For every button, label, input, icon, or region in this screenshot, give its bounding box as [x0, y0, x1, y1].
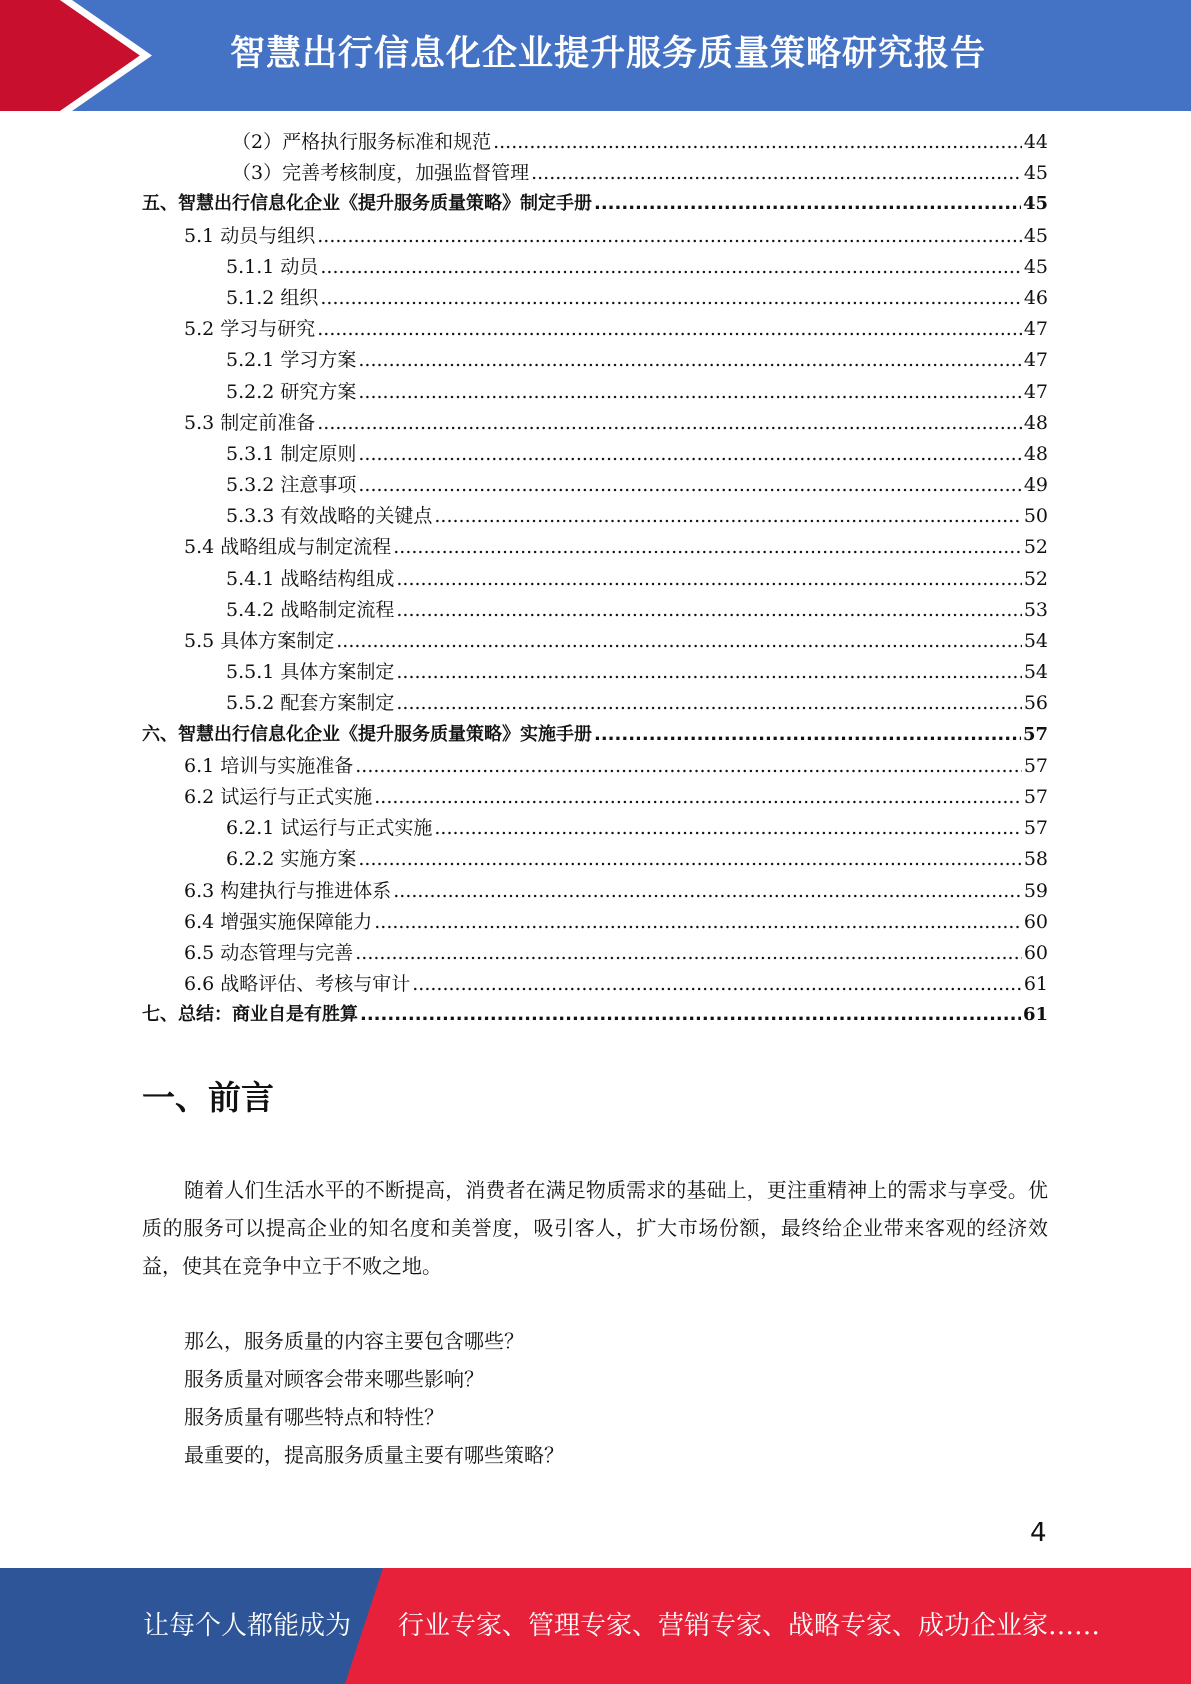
toc-entry[interactable] — [142, 127, 1048, 158]
toc-entry-page: 57 — [1023, 817, 1048, 840]
question-item: 那么，服务质量的内容主要包含哪些？ — [184, 1329, 524, 1353]
toc-entry-page: 57 — [1022, 723, 1048, 745]
toc-entry[interactable] — [142, 688, 1048, 719]
toc-leader-dots — [355, 755, 1022, 777]
toc-entry[interactable] — [142, 595, 1048, 626]
toc-leader-dots — [396, 599, 1021, 621]
toc-entry[interactable] — [142, 751, 1048, 782]
toc-entry-page: 58 — [1023, 848, 1048, 871]
toc-entry[interactable] — [142, 345, 1048, 376]
toc-leader-dots — [317, 225, 1022, 247]
toc-entry[interactable] — [142, 189, 1048, 220]
toc-entry-page: 45 — [1023, 255, 1048, 278]
toc-leader-dots — [358, 443, 1021, 465]
toc-entry-label: （3）完善考核制度，加强监督管理 — [232, 162, 530, 185]
toc-leader-dots — [531, 162, 1022, 184]
toc-entry[interactable] — [142, 408, 1048, 439]
toc-entry-page: 57 — [1023, 785, 1048, 808]
question-list — [184, 1322, 564, 1474]
toc-leader-dots — [393, 880, 1022, 902]
toc-entry-page: 52 — [1023, 567, 1048, 590]
section-heading: 一、前言 — [142, 1078, 274, 1117]
toc-entry[interactable] — [142, 657, 1048, 688]
toc-entry-label: 5.2 学习与研究 — [184, 318, 316, 341]
toc-entry-label: 6.5 动态管理与完善 — [184, 941, 354, 964]
toc-leader-dots — [396, 692, 1021, 714]
toc-entry-label: 6.1 培训与实施准备 — [184, 754, 354, 777]
toc-entry-page: 59 — [1023, 879, 1048, 902]
toc-entry-page: 48 — [1023, 442, 1048, 465]
toc-entry-page: 61 — [1022, 1004, 1048, 1026]
toc-leader-dots — [358, 349, 1021, 371]
toc-entry-page: 54 — [1023, 630, 1048, 652]
toc-leader-dots — [493, 131, 1022, 153]
question-item: 服务质量有哪些特点和特性？ — [184, 1405, 444, 1429]
toc-entry[interactable] — [142, 470, 1048, 501]
toc-entry-page: 44 — [1023, 131, 1048, 153]
toc-entry-page: 47 — [1023, 318, 1048, 341]
toc-entry-label: 5.4 战略组成与制定流程 — [184, 536, 392, 559]
toc-entry[interactable] — [142, 720, 1048, 751]
toc-entry-label: 七、总结：商业自是有胜算 — [142, 1004, 358, 1026]
toc-entry-page: 46 — [1023, 286, 1048, 309]
toc-entry-page: 61 — [1023, 973, 1048, 996]
toc-entry-label: 5.4.2 战略制定流程 — [226, 598, 395, 621]
toc-entry-label: 5.3.3 有效战略的关键点 — [226, 505, 433, 528]
toc-entry-label: 5.5.1 具体方案制定 — [226, 661, 395, 684]
toc-leader-dots — [320, 287, 1021, 309]
toc-entry[interactable] — [142, 844, 1048, 875]
toc-entry[interactable] — [142, 813, 1048, 844]
toc-entry-label: 5.4.1 战略结构组成 — [226, 567, 395, 590]
toc-entry-page: 48 — [1023, 411, 1048, 434]
table-of-contents — [142, 127, 1048, 1031]
toc-entry-page: 47 — [1023, 349, 1048, 372]
toc-entry[interactable] — [142, 532, 1048, 563]
toc-entry[interactable] — [142, 938, 1048, 969]
intro-paragraph: 随着人们生活水平的不断提高，消费者在满足物质需求的基础上，更注重精神上的需求与享受。优质的服务可以提高企业的知名度和美誉度，吸引客人，扩大市场份额，最终给企业带来客观的经济效益，使其在竞争中立于不败之地。 — [142, 1178, 1048, 1278]
toc-entry[interactable] — [142, 252, 1048, 283]
toc-entry[interactable] — [142, 782, 1048, 813]
toc-entry-label: 5.5 具体方案制定 — [184, 630, 335, 652]
toc-entry-label: 五、智慧出行信息化企业《提升服务质量策略》制定手册 — [142, 193, 592, 215]
toc-entry[interactable] — [142, 221, 1048, 252]
toc-leader-dots — [358, 848, 1021, 870]
footer-slogan-right: 行业专家、管理专家、营销专家、战略专家、成功企业家…… — [398, 1611, 1101, 1641]
footer-slogan-left: 让每个人都能成为 — [143, 1611, 352, 1641]
page-number: 4 — [1030, 1518, 1047, 1548]
toc-entry-page: 45 — [1023, 162, 1048, 185]
toc-entry[interactable] — [142, 283, 1048, 314]
toc-entry[interactable] — [142, 969, 1048, 1000]
toc-entry[interactable] — [142, 439, 1048, 470]
toc-entry-label: 6.6 战略评估、考核与审计 — [184, 973, 411, 996]
toc-entry-page: 47 — [1023, 380, 1048, 403]
toc-leader-dots — [358, 381, 1021, 403]
toc-leader-dots — [360, 1004, 1021, 1025]
toc-entry[interactable] — [142, 314, 1048, 345]
toc-entry-label: 6.2 试运行与正式实施 — [184, 785, 373, 808]
toc-entry[interactable] — [142, 626, 1048, 657]
toc-leader-dots — [320, 256, 1021, 278]
toc-entry[interactable] — [142, 564, 1048, 595]
page-header — [0, 0, 1191, 111]
toc-entry-label: 5.1.2 组织 — [226, 286, 319, 309]
chevron-decoration — [0, 0, 160, 111]
toc-entry-page: 54 — [1023, 661, 1048, 684]
toc-leader-dots — [317, 318, 1022, 340]
toc-leader-dots — [594, 193, 1021, 214]
toc-entry-label: 6.3 构建执行与推进体系 — [184, 879, 392, 902]
toc-entry-label: （2）严格执行服务标准和规范 — [232, 131, 492, 153]
toc-leader-dots — [355, 942, 1022, 964]
toc-entry-label: 6.2.1 试运行与正式实施 — [226, 817, 433, 840]
toc-entry-label: 5.1.1 动员 — [226, 255, 319, 278]
toc-entry-label: 六、智慧出行信息化企业《提升服务质量策略》实施手册 — [142, 723, 592, 745]
toc-leader-dots — [374, 911, 1022, 933]
toc-entry-page: 57 — [1023, 754, 1048, 777]
toc-leader-dots — [336, 630, 1022, 652]
toc-leader-dots — [594, 724, 1021, 745]
toc-entry-label: 5.3 制定前准备 — [184, 411, 316, 434]
toc-entry-label: 6.2.2 实施方案 — [226, 848, 357, 871]
toc-entry-page: 49 — [1023, 474, 1048, 497]
toc-entry[interactable] — [142, 501, 1048, 532]
toc-entry-label: 6.4 增强实施保障能力 — [184, 910, 373, 933]
question-item: 最重要的，提高服务质量主要有哪些策略？ — [184, 1443, 564, 1467]
toc-entry-page: 60 — [1023, 941, 1048, 964]
toc-entry-page: 53 — [1023, 598, 1048, 621]
toc-entry-page: 56 — [1023, 692, 1048, 715]
toc-entry[interactable] — [142, 377, 1048, 408]
page-footer — [0, 1568, 1191, 1684]
toc-leader-dots — [317, 412, 1022, 434]
toc-leader-dots — [393, 536, 1022, 558]
toc-entry-page: 45 — [1022, 193, 1048, 215]
toc-leader-dots — [434, 505, 1021, 527]
toc-entry[interactable] — [142, 876, 1048, 907]
toc-leader-dots — [434, 817, 1021, 839]
toc-leader-dots — [396, 661, 1021, 683]
toc-leader-dots — [374, 786, 1022, 808]
toc-entry-page: 45 — [1023, 224, 1048, 247]
toc-leader-dots — [358, 474, 1021, 496]
toc-entry-label: 5.1 动员与组织 — [184, 224, 316, 247]
toc-entry-page: 50 — [1023, 505, 1048, 528]
toc-entry[interactable] — [142, 1000, 1048, 1031]
toc-entry[interactable] — [142, 907, 1048, 938]
toc-entry-label: 5.5.2 配套方案制定 — [226, 692, 395, 715]
toc-entry-page: 52 — [1023, 536, 1048, 559]
toc-leader-dots — [396, 568, 1021, 590]
report-title: 智慧出行信息化企业提升服务质量策略研究报告 — [230, 34, 987, 74]
toc-entry[interactable] — [142, 158, 1048, 189]
question-item: 服务质量对顾客会带来哪些影响？ — [184, 1367, 484, 1391]
toc-entry-page: 60 — [1023, 910, 1048, 933]
toc-entry-label: 5.3.1 制定原则 — [226, 442, 357, 465]
toc-entry-label: 5.3.2 注意事项 — [226, 474, 357, 497]
toc-entry-label: 5.2.1 学习方案 — [226, 349, 357, 372]
toc-entry-label: 5.2.2 研究方案 — [226, 380, 357, 403]
toc-leader-dots — [412, 973, 1022, 995]
